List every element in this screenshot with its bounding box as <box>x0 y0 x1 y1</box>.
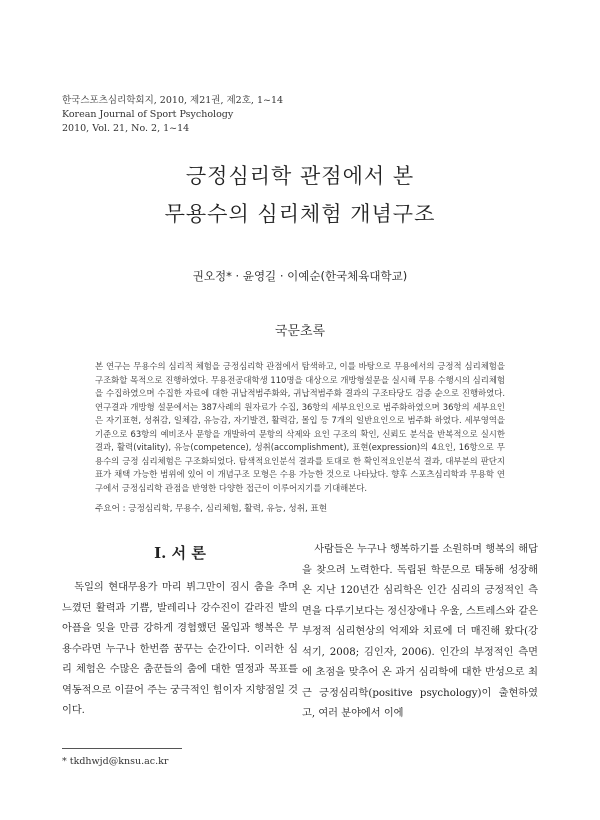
journal-info-english: Korean Journal of Sport Psychology <box>62 109 234 120</box>
author-list: 권오정* · 윤영길 · 이예순(한국체육대학교) <box>192 269 408 283</box>
body-column-right: 사람들은 누구나 행복하기를 소원하며 행복의 해답을 찾으려 노력한다. 독립된 학문으로 태동해 성장해 온 지난 120년간 심리학은 인간 심리의 긍정적인 측면을 다루기보다는 정신장애나 우울, 스트레스와 같은 부정적 심리현상의 억제와 치료에 더 매진해 왔다(강석기, 2008; 김인자, 2006). 인간의 부정적인 측면에 초점을 맞추어 온 과거 심리학에 대한 반성으로 최근 긍정심리학(positive psychology)이 출현하였고, 여러 분야에서 이에 <box>302 544 538 719</box>
abstract-body: 본 연구는 무용수의 심리적 체험을 긍정심리학 관점에서 탐색하고, 이를 바탕으로 무용에서의 긍정적 심리체험을 구조화할 목적으로 진행하였다. 무용전공대학생 110명을 대상으로 개방형설문을 실시해 무용 수행시의 심리체험을 수집하였으며 수집한 자료에 대한 귀납적범주화와, 귀납적범주화 결과의 구조타당도 검증 순으로 진행하였다. 연구결과 개방형 설문에서는 387사례의 원자료가 수집, 36항의 세부요인으로 범주화하였으며 36항의 세부요인은 자기표현, 성취감, 일체감, 유능감, 자기발견, 활력감, 몰입 등 7개의 일반요인으로 범주화 하였다. 세부영역을 기준으로 63항의 예비조사 문항을 개발하여 문항의 삭제와 요인 구조의 확인, 신뢰도 분석을 반복적으로 실시한 결과, 활력(vitality), 유능(competence), 성취(accomplishment), 표현(expression)의 4요인, 16항으로 무용수의 긍정 심리체험은 구조화되었다. 탐색적요인분석 결과를 토대로 한 확인적요인분석 결과, 대부분의 판단지표가 채택 가능한 범위에 있어 이 개념구조 모형은 수용 가능한 것으로 나타났다. 향후 스포츠심리학과 무용학 연구에서 긍정심리학 관점을 반영한 다양한 접근이 이루어지기를 기대해본다. <box>95 361 505 493</box>
footnote-divider <box>62 748 182 749</box>
footnote-email: * tkdhwjd@knsu.ac.kr <box>62 756 169 767</box>
paper-title-line2: 무용수의 심리체험 개념구조 <box>164 202 436 226</box>
body-column-left: 독일의 현대무용가 마리 뷔그만이 짐시 춤을 추며 느꼈던 활력과 기쁨, 발레리나 강수진이 갈라진 발의 아픔을 잊을 만큼 강하게 경험했던 몰입과 행복은 무용수라면 누구나 한번쯤 꿈꾸는 순간이다. 이러한 심리 체험은 수많은 춤꾼들의 춤에 대한 열정과 목표를 역동적으로 이끌어 주는 궁극적인 힘이자 지향점일 것이다. <box>62 582 298 716</box>
journal-volume-info: 2010, Vol. 21, No. 2, 1~14 <box>62 123 190 134</box>
abstract-heading: 국문초록 <box>274 324 326 339</box>
paper-title-line1: 긍정심리학 관점에서 본 <box>185 164 415 188</box>
keywords: 주요어 : 긍정심리학, 무용수, 심리체험, 활력, 유능, 성취, 표현 <box>95 504 328 514</box>
journal-info-korean: 한국스포츠심리학회지, 2010, 제21권, 제2호, 1~14 <box>62 95 284 106</box>
journal-header <box>62 94 283 136</box>
section-heading: I. 서 론 <box>154 544 206 562</box>
